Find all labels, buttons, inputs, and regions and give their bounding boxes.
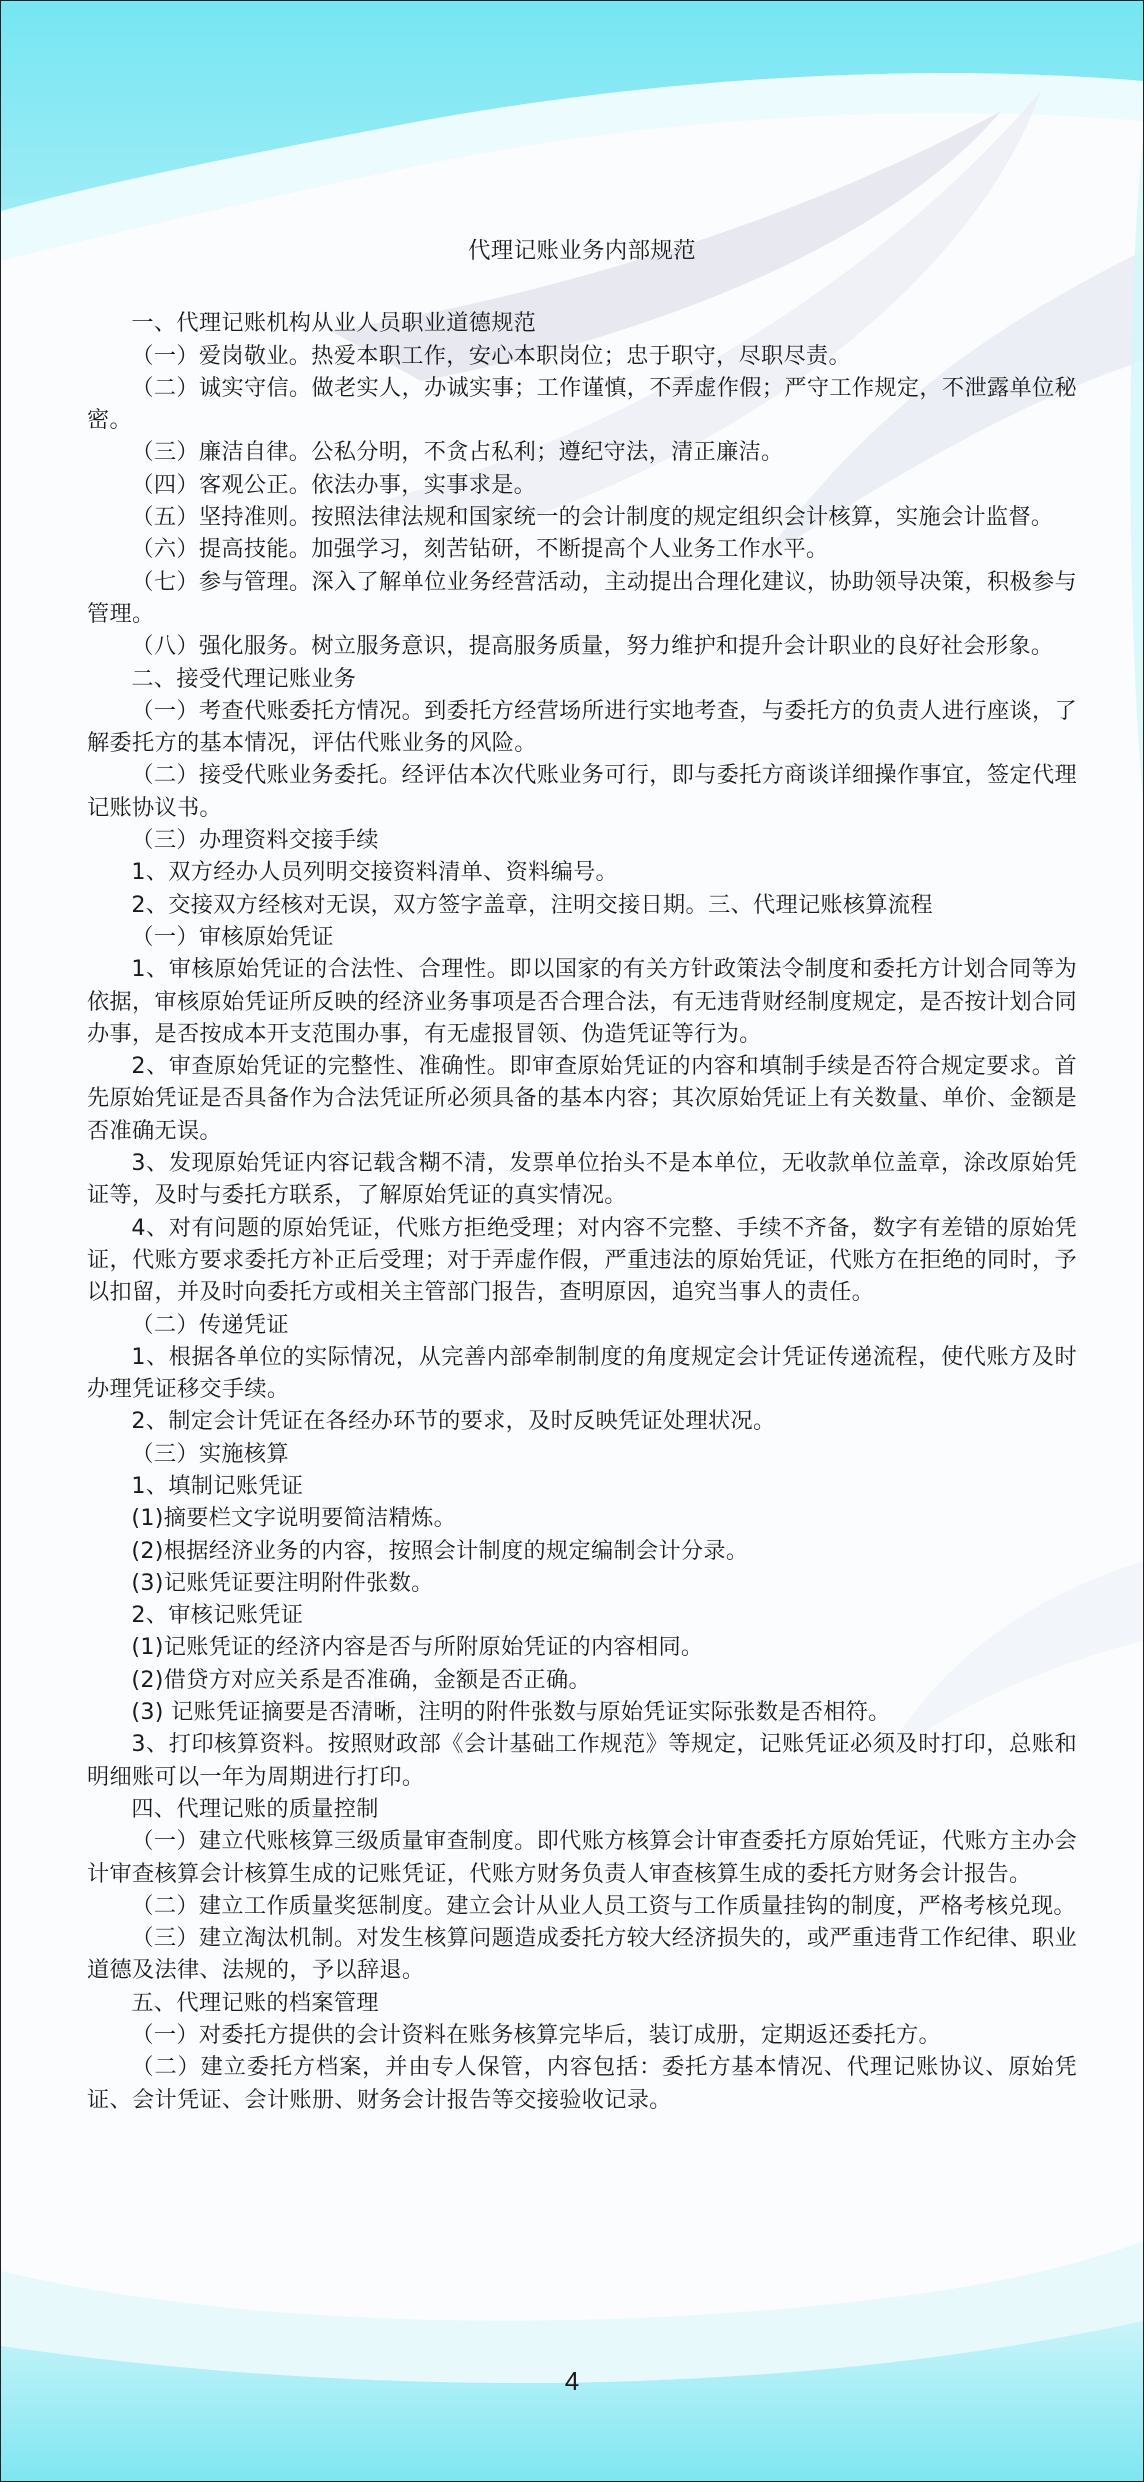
paragraph: 3、发现原始凭证内容记载含糊不清，发票单位抬头不是本单位，无收款单位盖章，涂改原始凭证等，及时与委托方联系，了解原始凭证的真实情况。 xyxy=(87,1150,1077,1209)
paragraph: （三）廉洁自律。公私分明，不贪占私利；遵纪守法，清正廉洁。 xyxy=(131,439,784,466)
paragraph: （二）建立委托方档案，并由专人保管，内容包括：委托方基本情况、代理记账协议、原始凭证、会计凭证、会计账册、财务会计报告等交接验收记录。 xyxy=(87,2054,1077,2113)
paragraph: (2)根据经济业务的内容，按照会计制度的规定编制会计分录。 xyxy=(131,1537,749,1564)
paragraph-list xyxy=(87,307,1077,2116)
paragraph: (1)记账凭证的经济内容是否与所附原始凭证的内容相同。 xyxy=(131,1634,704,1661)
paragraph: （一）爱岗敬业。热爱本职工作，安心本职岗位；忠于职守，尽职尽责。 xyxy=(131,342,851,369)
paragraph: 3、打印核算资料。按照财政部《会计基础工作规范》等规定，记账凭证必须及时打印，总账和明细账可以一年为周期进行打印。 xyxy=(87,1731,1077,1790)
paragraph: （二）诚实守信。做老实人，办诚实事；工作谨慎，不弄虚作假；严守工作规定，不泄露单位秘密。 xyxy=(87,374,1077,434)
paragraph: 2、制定会计凭证在各经办环节的要求，及时反映凭证处理状况。 xyxy=(131,1408,776,1435)
paragraph: 2、交接双方经核对无误，双方签字盖章，注明交接日期。三、代理记账核算流程 xyxy=(131,891,933,918)
document-title: 代理记账业务内部规范 xyxy=(467,238,696,264)
paragraph: （三）实施核算 xyxy=(131,1440,289,1467)
paragraph: （二）传递凭证 xyxy=(131,1311,289,1338)
paragraph: (3) 记账凭证摘要是否清晰，注明的附件张数与原始凭证实际张数是否相符。 xyxy=(131,1699,891,1726)
paragraph: （一）审核原始凭证 xyxy=(131,923,334,950)
paragraph: 4、对有问题的原始凭证，代账方拒绝受理；对内容不完整、手续不齐备，数字有差错的原始凭证，代账方要求委托方补正后受理；对于弄虚作假，严重违法的原始凭证，代账方在拒绝的同时，予以扣留，并及时向委托方或相关主管部门报告，查明原因，追究当事人的责任。 xyxy=(87,1214,1077,1306)
paragraph: 二、接受代理记账业务 xyxy=(131,665,357,692)
paragraph: （七）参与管理。深入了解单位业务经营活动，主动提出合理化建议，协助领导决策，积极参与管理。 xyxy=(87,568,1077,627)
paragraph: 五、代理记账的档案管理 xyxy=(131,1989,379,2016)
paragraph: （一）考查代账委托方情况。到委托方经营场所进行实地考查，与委托方的负责人进行座谈，了解委托方的基本情况，评估代账业务的风险。 xyxy=(87,697,1077,757)
page-number: 4 xyxy=(564,2366,580,2396)
document-body xyxy=(87,235,1077,2116)
paragraph: （二）接受代账业务委托。经评估本次代账业务可行，即与委托方商谈详细操作事宜，签定代理记账协议书。 xyxy=(87,762,1077,821)
paragraph: 1、双方经办人员列明交接资料清单、资料编号。 xyxy=(131,859,619,886)
paragraph: 一、代理记账机构从业人员职业道德规范 xyxy=(131,310,537,337)
paragraph: （三）建立淘汰机制。对发生核算问题造成委托方较大经济损失的，或严重违背工作纪律、职业道德及法律、法规的，予以辞退。 xyxy=(87,1925,1077,1984)
paragraph: （一）建立代账核算三级质量审查制度。即代账方核算会计审查委托方原始凭证，代账方主办会计审查核算会计核算生成的记账凭证，代账方财务负责人审查核算生成的委托方财务会计报告。 xyxy=(87,1828,1077,1887)
paragraph: (2)借贷方对应关系是否准确，金额是否正确。 xyxy=(131,1666,591,1693)
paragraph: （五）坚持准则。按照法律法规和国家统一的会计制度的规定组织会计核算，实施会计监督。 xyxy=(131,504,1054,531)
paragraph: (1)摘要栏文字说明要简洁精炼。 xyxy=(131,1505,457,1532)
paragraph: 1、审核原始凭证的合法性、合理性。即以国家的有关方针政策法令制度和委托方计划合同等为依据，审核原始凭证所反映的经济业务事项是否合理合法，有无违背财经制度规定，是否按计划合同办事，是否按成本开支范围办事，有无虚报冒领、伪造凭证等行为。 xyxy=(87,956,1077,1047)
paragraph: （六）提高技能。加强学习，刻苦钻研，不断提高个人业务工作水平。 xyxy=(131,536,829,563)
paragraph: （一）对委托方提供的会计资料在账务核算完毕后，装订成册，定期返还委托方。 xyxy=(131,2022,941,2049)
paragraph: 1、根据各单位的实际情况，从完善内部牵制制度的角度规定会计凭证传递流程，使代账方及时办理凭证移交手续。 xyxy=(87,1343,1077,1403)
right-edge-band xyxy=(1130,141,1143,801)
paragraph: （二）建立工作质量奖惩制度。建立会计从业人员工资与工作质量挂钩的制度，严格考核兑现。 xyxy=(131,1892,1076,1919)
paragraph: （八）强化服务。树立服务意识，提高服务质量，努力维护和提升会计职业的良好社会形象。 xyxy=(131,633,1054,660)
paragraph: 四、代理记账的质量控制 xyxy=(131,1795,379,1822)
paragraph: （四）客观公正。依法办事，实事求是。 xyxy=(131,471,537,498)
paragraph: （三）办理资料交接手续 xyxy=(131,827,379,854)
paragraph: 2、审核记账凭证 xyxy=(131,1602,304,1629)
paragraph: (3)记账凭证要注明附件张数。 xyxy=(131,1569,434,1596)
paragraph: 2、审查原始凭证的完整性、准确性。即审查原始凭证的内容和填制手续是否符合规定要求。首先原始凭证是否具备作为合法凭证所必须具备的基本内容；其次原始凭证上有关数量、单价、金额是否准确无误。 xyxy=(87,1053,1077,1144)
paragraph: 1、填制记账凭证 xyxy=(131,1472,304,1499)
